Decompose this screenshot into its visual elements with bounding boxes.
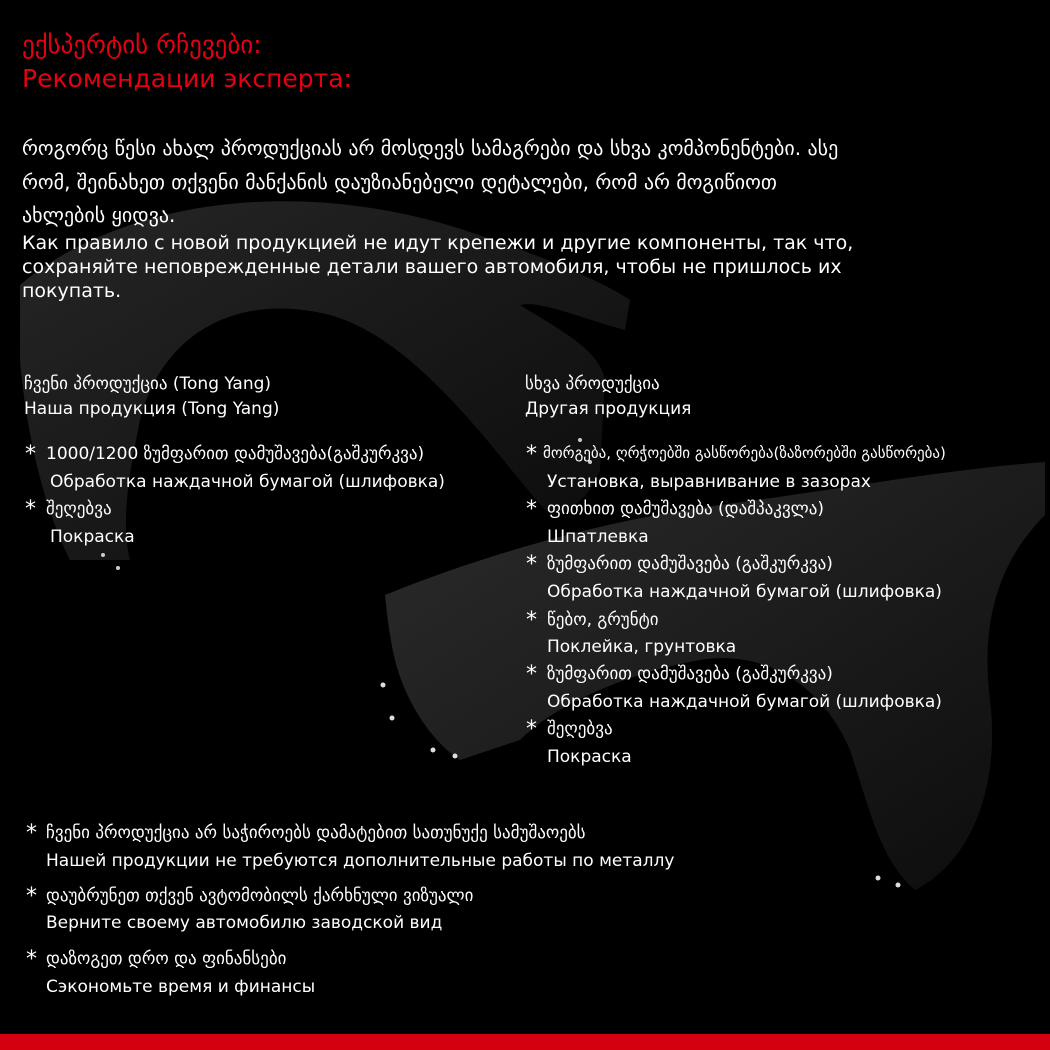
benefit-ka: დაზოგეთ დრო და ფინანსები xyxy=(46,949,287,969)
benefit-ka: ჩვენი პროდუქცია არ საჭიროებს დამატებით სათუნუქე სამუშაოებს xyxy=(46,823,586,843)
ours-item-ka: შეღებვა xyxy=(46,499,112,519)
ours-item-ka: 1000/1200 ზუმფარით დამუშავება(გაშკურკვა) xyxy=(46,444,425,464)
bullet-star: * xyxy=(526,662,537,687)
title-georgian: ექსპერტის რჩევები: xyxy=(22,30,262,59)
other-item-ka: ფითხით დამუშავება (დაშპაკვლა) xyxy=(547,499,825,519)
title-russian: Рекомендации эксперта: xyxy=(22,64,352,93)
bullet-star: * xyxy=(26,947,37,972)
other-item-ka: შეღებვა xyxy=(547,719,613,739)
bullet-star: * xyxy=(526,608,537,633)
bullet-star: * xyxy=(26,884,37,909)
other-item-ru: Поклейка, грунтовка xyxy=(547,637,737,657)
other-item-ru: Обработка наждачной бумагой (шлифовка) xyxy=(547,582,942,602)
bullet-star: * xyxy=(526,717,537,742)
intro-ru-line: Как правило с новой продукцией не идут крепежи и другие компоненты, так что, xyxy=(22,232,854,254)
intro-ka-line: რომ, შეინახეთ თქვენი მანქანის დაუზიანებელი დეტალები, რომ არ მოგიწიოთ xyxy=(22,170,777,194)
ours-heading-ka: ჩვენი პროდუქცია (Tong Yang) xyxy=(24,374,272,394)
bullet-star: * xyxy=(526,552,537,577)
intro-ka-line: ახლების ყიდვა. xyxy=(22,203,176,227)
benefit-ru: Нашей продукции не требуются дополнительные работы по металлу xyxy=(46,851,675,871)
other-item-ka: წებო, გრუნტი xyxy=(547,610,659,630)
intro-ru-line: покупать. xyxy=(22,280,122,302)
benefit-ka: დაუბრუნეთ თქვენ ავტომობილს ქარხნული ვიზუალი xyxy=(46,886,474,906)
other-heading-ru: Другая продукция xyxy=(525,399,692,419)
other-item-ka: მორგება, ღრჭოებში გასწორება(ზაზორებში გასწორება) xyxy=(543,444,946,462)
bullet-star: * xyxy=(526,497,537,522)
benefit-ru: Верните своему автомобилю заводской вид xyxy=(46,913,443,933)
other-item-ru: Шпатлевка xyxy=(547,527,649,547)
intro-ka-line: როგორც წესი ახალ პროდუქციას არ მოსდევს სამაგრები და სხვა კომპონენტები. ასე xyxy=(22,136,839,160)
bullet-star: * xyxy=(25,497,36,522)
other-item-ru: Покраска xyxy=(547,747,632,767)
other-item-ka: ზუმფარით დამუშავება (გაშკურკვა) xyxy=(547,664,833,684)
intro-ru-line: сохраняйте неповрежденные детали вашего автомобиля, чтобы не пришлось их xyxy=(22,256,842,278)
bullet-star: * xyxy=(25,442,36,467)
ours-heading-ru: Наша продукция (Tong Yang) xyxy=(24,399,280,419)
ours-item-ru: Обработка наждачной бумагой (шлифовка) xyxy=(50,472,445,492)
ours-item-ru: Покраска xyxy=(50,527,135,547)
other-item-ka: ზუმფარით დამუშავება (გაშკურკვა) xyxy=(547,554,833,574)
other-heading-ka: სხვა პროდუქცია xyxy=(525,374,660,394)
bottom-red-bar xyxy=(0,1034,1050,1050)
bullet-star: * xyxy=(26,821,37,846)
benefit-ru: Сэкономьте время и финансы xyxy=(46,977,316,997)
other-item-ru: Обработка наждачной бумагой (шлифовка) xyxy=(547,692,942,712)
bullet-star: * xyxy=(526,442,537,467)
other-item-ru: Установка, выравнивание в зазорах xyxy=(547,472,871,492)
